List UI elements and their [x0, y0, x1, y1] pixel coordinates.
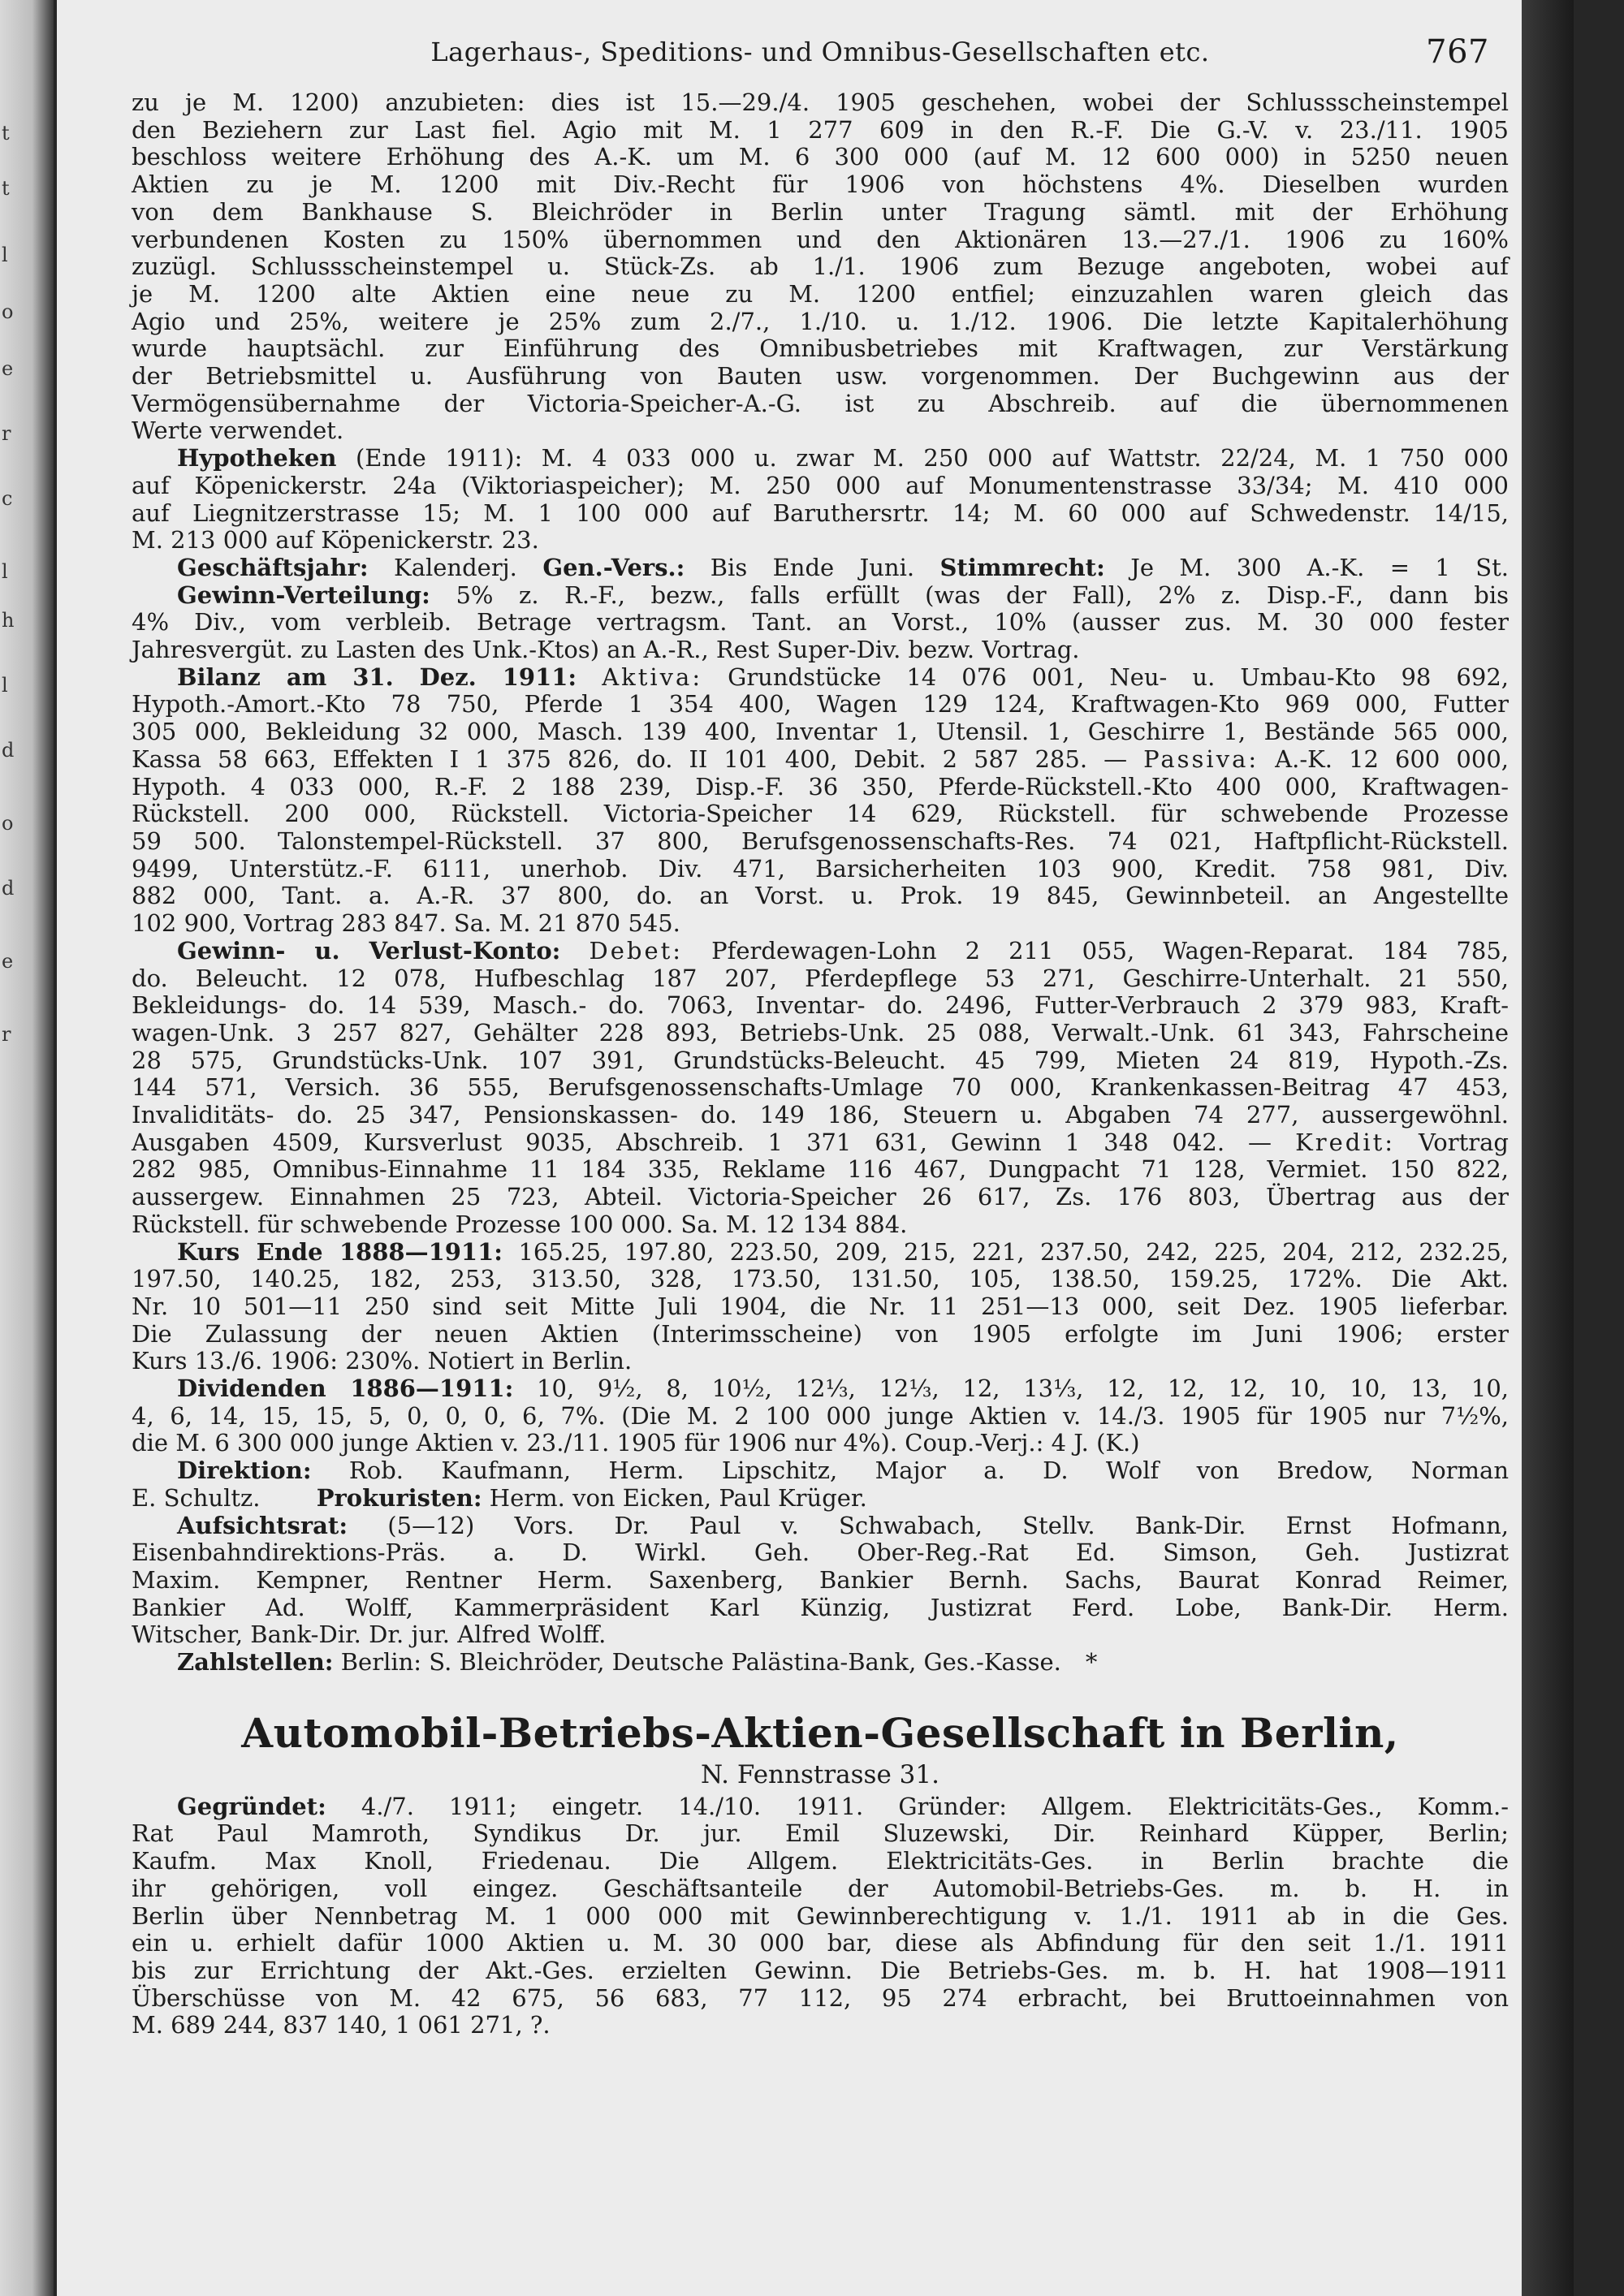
gegruendet-label: Gegründet: [177, 1792, 326, 1820]
text-line: 28 575, Grundstücks-Unk. 107 391, Grundstücks-Beleucht. 45 799, Mieten 24 819, Hypoth.-Zs. [132, 1046, 1509, 1074]
text-line: Die Zulassung der neuen Aktien (Interimsscheine) von 1905 erfolgte im Juni 1906; erster [132, 1319, 1509, 1348]
text-line: Invaliditäts- do. 25 347, Pensionskassen- do. 149 186, Steuern u. Abgaben 74 277, aussergewöhnl. [132, 1101, 1509, 1129]
page-content [132, 33, 1510, 2039]
text-line: Vermögensübernahme der Victoria-Speicher-A.-G. ist zu Abschreib. auf die übernommenen [132, 389, 1509, 417]
text-line: 144 571, Versich. 36 555, Berufsgenossenschafts-Umlage 70 000, Krankenkassen-Beitrag 47 453, [132, 1073, 1509, 1102]
margin-mark: d [2, 877, 15, 900]
text-span: Pferdewagen-Lohn 2 211 055, Wagen-Reparat. 184 785, [683, 936, 1509, 965]
text-span: Herm. von Eicken, Paul Krüger. [482, 1483, 867, 1512]
margin-mark: d [2, 739, 15, 762]
running-header [132, 33, 1509, 89]
gegruendet-line [132, 1793, 1509, 1821]
text-span: 10, 9½, 8, 10½, 12⅓, 12⅓, 12, 13⅓, 12, 12, 12, 10, 10, 13, 10, [513, 1375, 1509, 1403]
margin-mark: o [2, 812, 14, 835]
guv-kredit-line [132, 1129, 1509, 1157]
text-line: Jahresvergüt. zu Lasten des Unk.-Ktos) an A.-R., Rest Super-Div. bezw. Vortrag. [132, 636, 1080, 664]
text-span: (5—12) Vors. Dr. Paul v. Schwabach, Stellv. Bank-Dir. Ernst Hofmann, [348, 1511, 1509, 1539]
text-span: Bis Ende Juni. [685, 553, 940, 581]
text-line: Maxim. Kempner, Rentner Herm. Saxenberg, Bankier Bernh. Sachs, Baurat Konrad Reimer, [132, 1565, 1509, 1594]
text-line: verbundenen Kosten zu 150% übernommen und den Aktionären 13.—27./1. 1906 zu 160% [132, 225, 1509, 253]
hypotheken-line [132, 445, 1509, 473]
page-number: 767 [1426, 33, 1489, 71]
text-line: der Betriebsmittel u. Ausführung von Bauten usw. vorgenommen. Der Buchgewinn aus der [132, 362, 1509, 391]
kurs-label: Kurs Ende 1888—1911: [177, 1237, 503, 1266]
text-line: bis zur Errichtung der Akt.-Ges. erzielten Gewinn. Die Betriebs-Ges. m. b. H. hat 1908—1911 [132, 1957, 1509, 1984]
text-line: aussergew. Einnahmen 25 723, Abteil. Victoria-Speicher 26 617, Zs. 176 803, Übertrag aus der [132, 1183, 1509, 1211]
text-span: (Ende 1911): M. 4 033 000 u. zwar M. 250 000 auf Wattstr. 22/24, M. 1 750 000 [336, 444, 1509, 473]
bilanz-label: Bilanz am 31. Dez. 1911: [177, 662, 577, 691]
margin-mark: l [2, 674, 8, 697]
gewinn-verteilung-label: Gewinn-Verteilung: [177, 580, 430, 609]
text-line: Nr. 10 501—11 250 sind seit Mitte Juli 1904, die Nr. 11 251—13 000, seit Dez. 1905 lieferbar. [132, 1292, 1509, 1320]
text-line: Kaufm. Max Knoll, Friedenau. Die Allgem. Elektricitäts-Ges. in Berlin brachte die [132, 1847, 1509, 1875]
text-line: die M. 6 300 000 junge Aktien v. 23./11. 1905 für 1906 nur 4%). Coup.-Verj.: 4 J. (K.) [132, 1429, 1140, 1457]
text-span: Kalenderj. [368, 553, 543, 581]
direktion-line [132, 1457, 1509, 1485]
margin-mark: r [2, 422, 11, 445]
text-line: ein u. erhielt dafür 1000 Aktien u. M. 30 000 bar, diese als Abfindung für den seit 1./1. 1911 [132, 1929, 1509, 1957]
text-span: Rob. Kaufmann, Herm. Lipschitz, Major a. D. Wolf von Bredow, Norman [311, 1457, 1509, 1485]
text-line: 197.50, 140.25, 182, 253, 313.50, 328, 173.50, 131.50, 105, 138.50, 159.25, 172%. Die Akt. [132, 1265, 1509, 1293]
guv-label: Gewinn- u. Verlust-Konto: [177, 936, 561, 965]
company-heading: Automobil-Betriebs-Aktien-Gesellschaft in Berlin, [241, 1708, 1399, 1757]
text-span: 4./7. 1911; eingetr. 14./10. 1911. Gründer: Allgem. Elektricitäts-Ges., Komm.- [326, 1792, 1509, 1820]
text-line: Rückstell. für schwebende Prozesse 100 000. Sa. M. 12 134 884. [132, 1210, 908, 1238]
text-span: Grundstücke 14 076 001, Neu- u. Umbau-Kto 98 692, [702, 662, 1509, 691]
text-line: Bankier Ad. Wolff, Kammerpräsident Karl Künzig, Justizrat Ferd. Lobe, Bank-Dir. Herm. [132, 1593, 1509, 1621]
guv-line [132, 938, 1509, 965]
text-line: 9499, Unterstütz.-F. 6111, unerhob. Div. 471, Barsicherheiten 103 900, Kredit. 758 981, Div. [132, 854, 1509, 883]
text-span: 165.25, 197.80, 223.50, 209, 215, 221, 237.50, 242, 225, 204, 212, 232.25, [503, 1237, 1510, 1266]
text-line: Berlin über Nennbetrag M. 1 000 000 mit Gewinnberechtigung v. 1./1. 1911 ab in die Ges. [132, 1901, 1509, 1930]
aufsichtsrat-label: Aufsichtsrat: [177, 1511, 348, 1539]
text-span: 5% z. R.-F., bezw., falls erfüllt (was der Fall), 2% z. Disp.-F., dann bis [430, 580, 1509, 609]
margin-mark: l [2, 560, 8, 583]
text-line: 4, 6, 14, 15, 15, 5, 0, 0, 0, 6, 7%. (Die M. 2 100 000 junge Aktien v. 14./3. 1905 für 1905 nur 7½%, [132, 1401, 1509, 1430]
text-line: Eisenbahndirektions-Präs. a. D. Wirkl. Geh. Ober-Reg.-Rat Ed. Simson, Geh. Justizrat [132, 1539, 1509, 1567]
text-line: Bekleidungs- do. 14 539, Masch.- do. 7063, Inventar- do. 2496, Futter-Verbrauch 2 379 983, Kraft- [132, 991, 1509, 1020]
text-line: Werte verwendet. [132, 416, 344, 445]
text-line: Witscher, Bank-Dir. Dr. jur. Alfred Wolff. [132, 1621, 607, 1649]
text-line: Hypoth. 4 033 000, R.-F. 2 188 239, Disp.-F. 36 350, Pferde-Rückstell.-Kto 400 000, Kraftwagen- [132, 772, 1509, 801]
margin-mark: h [2, 609, 15, 632]
text-line: Aktien zu je M. 1200 mit Div.-Recht für 1906 von höchstens 4%. Dieselben wurden [132, 170, 1509, 199]
text-line: wurde hauptsächl. zur Einführung des Omnibusbetriebes mit Kraftwagen, zur Verstärkung [132, 334, 1509, 363]
text-line: wagen-Unk. 3 257 827, Gehälter 228 893, Betriebs-Unk. 25 088, Verwalt.-Unk. 61 343, Fahrscheine [132, 1018, 1509, 1047]
margin-mark: o [2, 300, 14, 323]
text-line: Hypoth.-Amort.-Kto 78 750, Pferde 1 354 400, Wagen 129 124, Kraftwagen-Kto 969 000, Futter [132, 690, 1509, 719]
text-line: ihr gehörigen, voll eingez. Geschäftsanteile der Automobil-Betriebs-Ges. m. b. H. in [132, 1874, 1509, 1902]
text-line: 305 000, Bekleidung 32 000, Masch. 139 400, Inventar 1, Utensil. 1, Geschirre 1, Bestände 565 000, [132, 718, 1509, 746]
text-line: auf Köpenickerstr. 24a (Viktoriaspeicher); M. 250 000 auf Monumentenstrasse 33/34; M. 410 000 [132, 471, 1509, 499]
passiva-label: Passiva: [1143, 744, 1259, 773]
margin-mark: l [2, 244, 8, 266]
kredit-label: Kredit: [1295, 1128, 1396, 1156]
book-page [57, 0, 1574, 2296]
margin-mark: c [2, 487, 13, 510]
margin-mark: r [2, 1023, 11, 1046]
hypotheken-label: Hypotheken [177, 444, 337, 473]
prokuristen-label: Prokuristen: [316, 1483, 482, 1512]
dividenden-label: Dividenden 1886—1911: [177, 1375, 514, 1403]
zahlstellen-line [132, 1649, 1509, 1677]
text-line: Rat Paul Mamroth, Syndikus Dr. jur. Emil Sluzewski, Dir. Reinhard Küpper, Berlin; [132, 1819, 1509, 1848]
text-line: Überschüsse von M. 42 675, 56 683, 77 112, 95 274 erbracht, bei Bruttoeinnahmen von [132, 1983, 1509, 2012]
text-line: 59 500. Talonstempel-Rückstell. 37 800, Berufsgenossenschafts-Res. 74 021, Haftpflicht-Rückstell. [132, 826, 1509, 855]
bilanz-passiva-line [132, 746, 1509, 774]
text-line: zuzügl. Schlussscheinstempel u. Stück-Zs. ab 1./1. 1906 zum Bezuge angeboten, wobei auf [132, 252, 1509, 281]
text-line: do. Beleucht. 12 078, Hufbeschlag 187 207, Pferdepflege 53 271, Geschirre-Unterhalt. 21 550, [132, 964, 1509, 992]
text-span: Vortrag [1395, 1128, 1509, 1156]
text-span: Kassa 58 663, Effekten I 1 375 826, do. II 101 400, Debit. 2 587 285. — [132, 744, 1144, 773]
stimmrecht-label: Stimmrecht: [939, 553, 1105, 581]
text-line: je M. 1200 alte Aktien eine neue zu M. 1200 entfiel; einzuzahlen waren gleich das [132, 279, 1509, 308]
text-line: Agio und 25%, weitere je 25% zum 2./7., 1./10. u. 1./12. 1906. Die letzte Kapitalerhöhung [132, 307, 1509, 335]
prokuristen-line [132, 1485, 1509, 1513]
text-line: 4% Div., vom verbleib. Betrage vertragsm. Tant. an Vorst., 10% (ausser zus. M. 30 000 fester [132, 608, 1509, 637]
gewinn-verteilung-line [132, 582, 1509, 610]
direktion-label: Direktion: [177, 1457, 312, 1485]
geschaeftsjahr-line [132, 555, 1509, 582]
text-line: auf Liegnitzerstrasse 15; M. 1 100 000 auf Baruthersrtr. 14; M. 60 000 auf Schwedenstr. 14/15, [132, 498, 1509, 527]
kurs-line [132, 1239, 1509, 1267]
text-line: beschloss weitere Erhöhung des A.-K. um M. 6 300 000 (auf M. 12 600 000) in 5250 neuen [132, 143, 1509, 171]
text-line: 882 000, Tant. a. A.-R. 37 800, do. an Vorst. u. Prok. 19 845, Gewinnbeteil. an Angestellte [132, 882, 1509, 910]
star-mark: * [1085, 1648, 1098, 1677]
page-gutter [1522, 0, 1574, 2296]
text-span: Berlin: S. Bleichröder, Deutsche Palästina-Bank, Ges.-Kasse. [333, 1648, 1061, 1677]
text-line: 282 985, Omnibus-Einnahme 11 184 335, Reklame 116 467, Dungpacht 71 128, Vermiet. 150 822, [132, 1155, 1509, 1184]
left-page-margin [0, 0, 54, 2296]
text-line: 102 900, Vortrag 283 847. Sa. M. 21 870 545. [132, 909, 680, 938]
text-line: Rückstell. 200 000, Rückstell. Victoria-Speicher 14 629, Rückstell. für schwebende Prozesse [132, 800, 1509, 828]
aktiva-label: Aktiva: [602, 662, 703, 691]
margin-mark: t [2, 122, 10, 145]
text-span: Ausgaben 4509, Kursverlust 9035, Abschreib. 1 371 631, Gewinn 1 348 042. — [132, 1128, 1296, 1156]
running-title: Lagerhaus-, Speditions- und Omnibus-Gesellschaften etc. [430, 37, 1210, 67]
margin-mark: e [2, 950, 14, 973]
text-line: zu je M. 1200) anzubieten: dies ist 15.—29./4. 1905 geschehen, wobei der Schlussscheinstempel [132, 88, 1509, 116]
company-address: N. Fennstrasse 31. [701, 1759, 939, 1789]
text-line: M. 213 000 auf Köpenickerstr. 23. [132, 526, 539, 555]
text-line: von dem Bankhause S. Bleichröder in Berlin unter Tragung sämtl. mit der Erhöhung [132, 197, 1509, 226]
debet-label: Debet: [589, 936, 684, 965]
margin-mark: t [2, 177, 10, 200]
text-span: A.-K. 12 600 000, [1259, 744, 1509, 773]
text-line: Kurs 13./6. 1906: 230%. Notiert in Berlin. [132, 1347, 633, 1375]
margin-mark: e [2, 357, 14, 380]
text-span: E. Schultz. [132, 1483, 268, 1512]
dividenden-line [132, 1375, 1509, 1403]
gen-vers-label: Gen.-Vers.: [542, 553, 685, 581]
text-line: den Beziehern zur Last fiel. Agio mit M. 1 277 609 in den R.-F. Die G.-V. v. 23./11. 1905 [132, 115, 1509, 144]
text-line: M. 689 244, 837 140, 1 061 271, ?. [132, 2011, 551, 2039]
bilanz-line [132, 664, 1509, 692]
geschaeftsjahr-label: Geschäftsjahr: [177, 553, 369, 581]
zahlstellen-label: Zahlstellen: [177, 1648, 334, 1677]
text-span: Je M. 300 A.-K. = 1 St. [1104, 553, 1510, 581]
aufsichtsrat-line [132, 1513, 1509, 1540]
